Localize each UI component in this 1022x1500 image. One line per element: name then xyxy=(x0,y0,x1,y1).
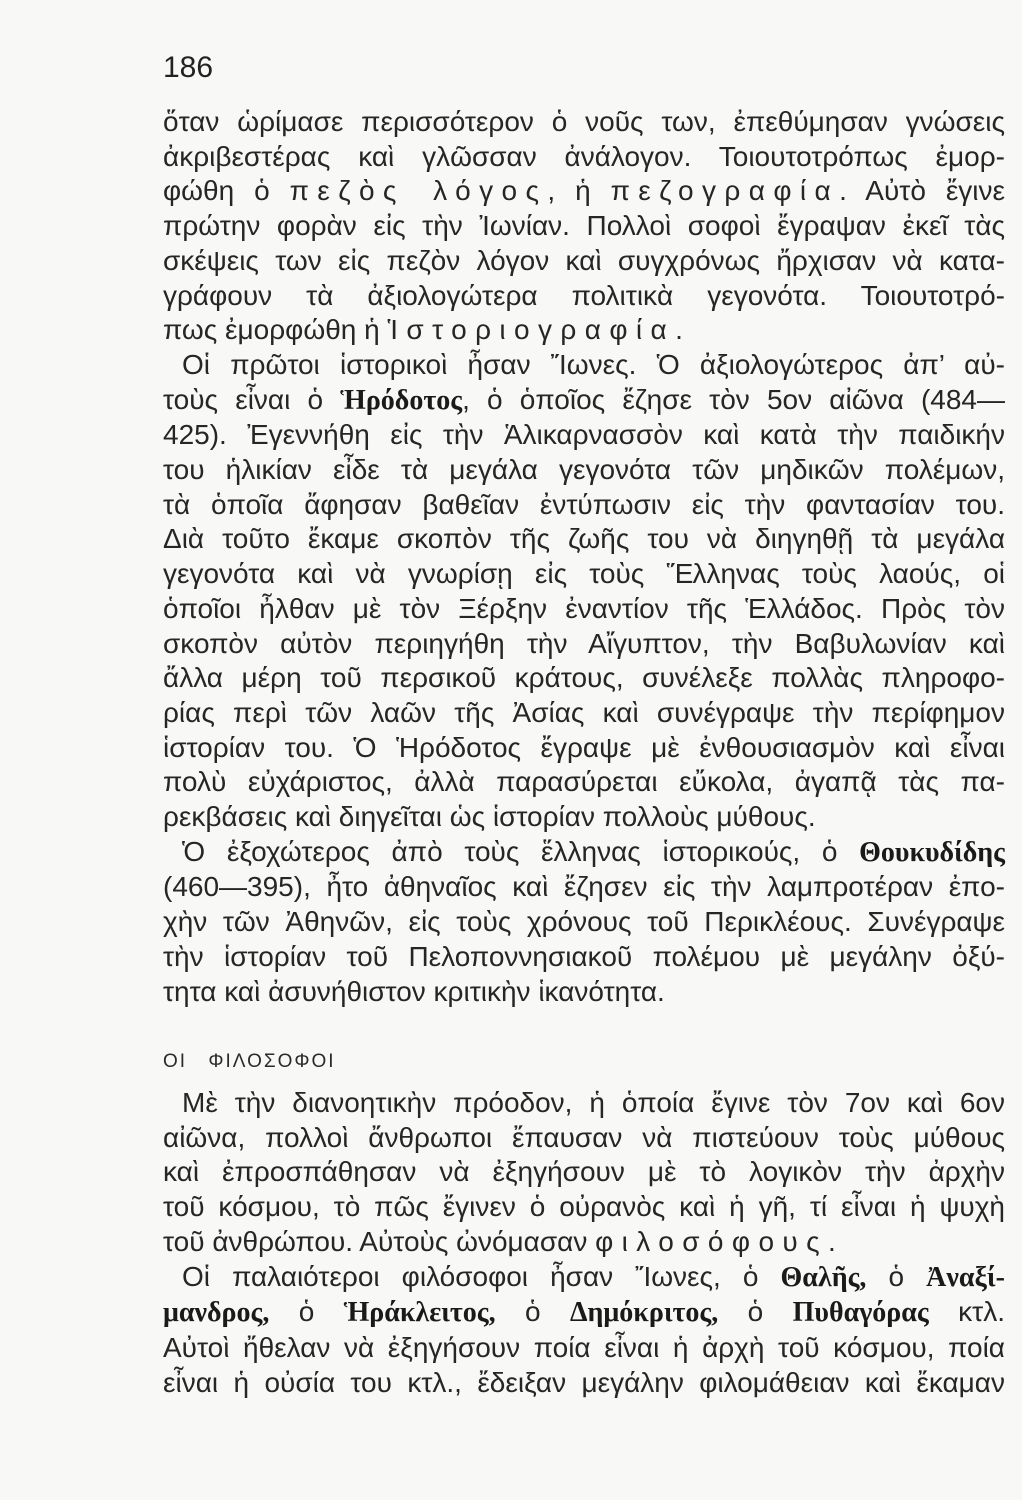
text-segment: ὁ xyxy=(269,1296,344,1328)
paragraph xyxy=(163,348,1005,835)
text-segment: . xyxy=(675,314,683,346)
bold-name: Πυθαγόρας xyxy=(792,1297,929,1329)
text-line: ὁποῖοι ἦλθαν μὲ τὸν Ξέρξην ἐναντίον τῆς Ἑλλάδος. Πρὸς τὸν xyxy=(163,592,1005,624)
text-section-philosophers xyxy=(163,1086,1005,1400)
text-line: σκέψεις των εἰς πεζὸν λόγον καὶ συγχρόνως ἤρχισαν νὰ κατα- xyxy=(163,244,1005,276)
text-line: ρίας περὶ τῶν λαῶν τῆς Ἀσίας καὶ συνέγραψε τὴν περίφημον xyxy=(163,696,1005,728)
text-segment: . xyxy=(828,1225,836,1257)
text-line: καὶ ἐπροσπάθησαν νὰ ἐξηγήσουν μὲ τὸ λογικὸν τὴν ἀρχὴν xyxy=(163,1156,1005,1188)
text-line: πρώτην φορὰν εἰς τὴν Ἰωνίαν. Πολλοὶ σοφοὶ ἔγραψαν ἐκεῖ τὰς xyxy=(163,210,1005,242)
text-line: τὰ ὁποῖα ἄφησαν βαθεῖαν ἐντύπωσιν εἰς τὴν φαντασίαν του. xyxy=(163,488,1005,520)
text-segment: τοὺς εἶναι ὁ xyxy=(163,383,341,415)
text-line: Αὐτοὶ ἤθελαν νὰ ἐξηγήσουν ποία εἶναι ἡ ἀρχὴ τοῦ κόσμου, ποία xyxy=(163,1331,1005,1363)
spaced-term: πεζογραφία xyxy=(610,175,840,207)
text-segment: τοῦ ἀνθρώπου. Αὐτοὺς ὠνόμασαν xyxy=(163,1225,596,1257)
text-segment: ὁ xyxy=(495,1296,570,1328)
text-line: Μὲ τὴν διανοητικὴν πρόοδον, ἡ ὁποία ἔγινε τὸν 7ον καὶ 6ον xyxy=(182,1087,1005,1118)
text-line: Οἱ πρῶτοι ἱστορικοὶ ἦσαν Ἴωνες. Ὁ ἀξιολογώτερος ἀπ’ αὐ- xyxy=(182,348,1005,380)
text-segment: Οἱ παλαιότεροι φιλόσοφοι ἦσαν Ἴωνες, ὁ xyxy=(182,1260,781,1292)
text-segment: φώθη ὁ xyxy=(163,175,290,207)
text-segment: . Αὐτὸ ἔγινε xyxy=(839,175,1006,207)
paragraph xyxy=(163,1260,1005,1401)
text-line: ὅταν ὡρίμασε περισσότερον ὁ νοῦς των, ἐπεθύμησαν γνώσεις xyxy=(163,106,1005,137)
text-line: 425). Ἐγεννήθη εἰς τὴν Ἁλικαρνασσὸν καὶ κατὰ τὴν παιδικήν xyxy=(163,419,1005,451)
text-line: ρεκβάσεις καὶ διηγεῖται ὡς ἱστορίαν πολλοὺς μύθους. xyxy=(163,801,816,833)
paragraph xyxy=(163,1086,1005,1260)
text-line xyxy=(163,1260,1005,1296)
text-section-history xyxy=(163,105,1005,1009)
text-line: γράφουν τὰ ἀξιολογώτερα πολιτικὰ γεγονότα. Τοιουτοτρό- xyxy=(163,279,1005,311)
text-line: αἰῶνα, πολλοὶ ἄνθρωποι ἔπαυσαν νὰ πιστεύουν τοὺς μύθους xyxy=(163,1121,1005,1153)
bold-name: μανδρος, xyxy=(163,1297,270,1329)
bold-name: Δημόκριτος, xyxy=(569,1297,719,1329)
paragraph xyxy=(163,835,1005,1010)
paragraph xyxy=(163,105,1005,348)
text-line: ἱστορίαν του. Ὁ Ἡρόδοτος ἔγραψε μὲ ἐνθουσιασμὸν καὶ εἶναι xyxy=(163,731,1005,763)
text-line xyxy=(163,835,1005,871)
text-segment: ὁ xyxy=(866,1260,927,1292)
spaced-term: πεζὸς λόγος xyxy=(289,175,548,207)
text-line: τητα καὶ ἀσυνήθιστον κριτικὴν ἱκανότητα. xyxy=(163,975,665,1007)
text-segment: , ἡ xyxy=(547,175,611,207)
bold-name: Θουκυδίδης xyxy=(859,836,1005,868)
bold-name: Ἡρόδοτος xyxy=(340,384,463,416)
text-segment: κτλ. xyxy=(928,1296,1005,1328)
text-line xyxy=(163,174,1005,209)
spaced-term: Ἱστοριογραφία xyxy=(387,314,676,346)
text-line: πολὺ εὐχάριστος, ἀλλὰ παρασύρεται εὔκολα, ἀγαπᾷ τὰς πα- xyxy=(163,766,1005,798)
text-line: τοῦ κόσμου, τὸ πῶς ἔγινεν ὁ οὐρανὸς καὶ ἡ γῆ, τί εἶναι ἡ ψυχὴ xyxy=(163,1191,1005,1223)
bold-name: Ἀναξί- xyxy=(926,1261,1005,1293)
bold-name: Ἡράκλειτος, xyxy=(343,1297,496,1329)
text-line: γεγονότα καὶ νὰ γνωρίσῃ εἰς τοὺς Ἕλληνας τοὺς λαούς, οἱ xyxy=(163,558,1005,590)
section-heading: ΟΙ ΦΙΛΟΣΟΦΟΙ xyxy=(163,1051,336,1072)
text-segment: ὁ xyxy=(718,1296,793,1328)
page-number: 186 xyxy=(163,51,214,84)
spaced-term: φιλοσόφους xyxy=(595,1225,829,1257)
text-line: χὴν τῶν Ἀθηνῶν, εἰς τοὺς χρόνους τοῦ Περικλέους. Συνέγραψε xyxy=(163,906,1005,938)
text-line xyxy=(163,1225,1005,1260)
text-segment: πως ἐμορφώθη ἡ xyxy=(163,314,388,346)
text-line xyxy=(163,1295,1005,1331)
text-line: τὴν ἱστορίαν τοῦ Πελοποννησιακοῦ πολέμου μὲ μεγάλην ὀξύ- xyxy=(163,940,1005,972)
text-line xyxy=(163,383,1005,419)
text-segment: , ὁ ὁποῖος ἔζησε τὸν 5ον αἰῶνα (484— xyxy=(462,383,1005,415)
text-line xyxy=(163,313,1005,348)
text-line: σκοπὸν αὐτὸν περιηγήθη τὴν Αἴγυπτον, τὴν Βαβυλωνίαν καὶ xyxy=(163,627,1005,659)
text-line: του ἡλικίαν εἶδε τὰ μεγάλα γεγονότα τῶν μηδικῶν πολέμων, xyxy=(163,454,1005,486)
text-line: Διὰ τοῦτο ἔκαμε σκοπὸν τῆς ζωῆς του νὰ διηγηθῇ τὰ μεγάλα xyxy=(163,523,1005,555)
text-line: ἄλλα μέρη τοῦ περσικοῦ κράτους, συνέλεξε πολλὰς πληροφο- xyxy=(163,662,1005,694)
text-line: ἀκριβεστέρας καὶ γλῶσσαν ἀνάλογον. Τοιουτοτρόπως ἐμορ- xyxy=(163,140,1005,172)
bold-name: Θαλῆς, xyxy=(780,1261,867,1293)
text-line: (460—395), ἦτο ἀθηναῖος καὶ ἔζησεν εἰς τὴν λαμπροτέραν ἐπο- xyxy=(163,871,1005,903)
text-line: εἶναι ἡ οὐσία του κτλ., ἔδειξαν μεγάλην φιλομάθειαν καὶ ἔκαμαν xyxy=(163,1366,1005,1398)
text-segment: Ὁ ἐξοχώτερος ἀπὸ τοὺς ἕλληνας ἱστορικούς, ὁ xyxy=(182,835,860,867)
